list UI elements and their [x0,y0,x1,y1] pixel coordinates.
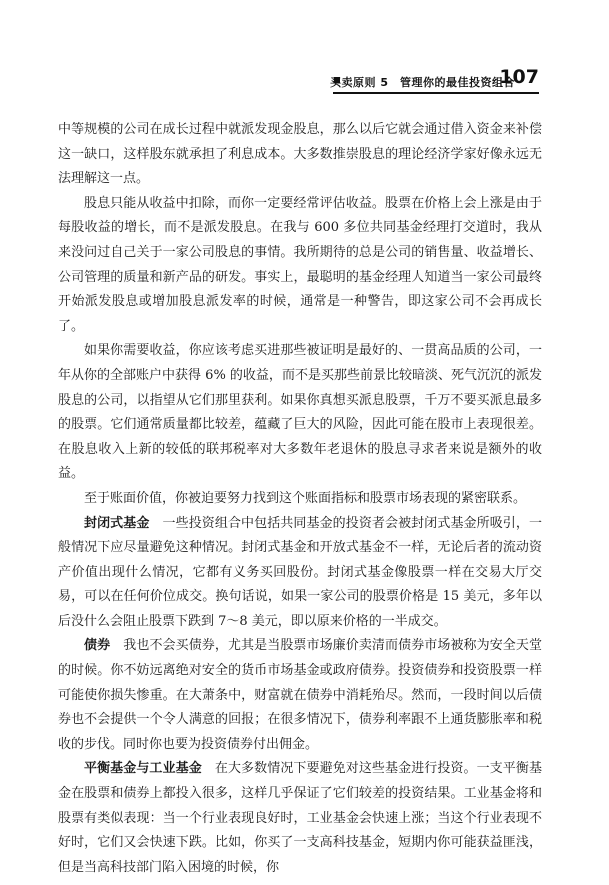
paragraph-text: 中等规模的公司在成长过程中就派发现金股息，那么以后它就会通过借入资金来补偿这一缺口，这样股东就承担了利息成本。大多数推崇股息的理论经济学家好像永远无法理解这一点。 [58,122,542,187]
paragraph [58,118,542,192]
paragraph [58,487,542,512]
paragraph-text: 在大多数情况下要避免对这些基金进行投资。一支平衡基金在股票和债券上都投入很多，这样几乎保证了它们较差的投资结果。工业基金将和股票有类似表现：当一个行业表现良好时，工业基金会快速上涨；当这个行业表现不好时，它们又会快速下跌。比如，你买了一支高科技基金，短期内你可能获益匪浅，但是当高科技部门陷入困境的时候，你 [58,761,542,875]
running-title: 买卖原则 5 管理你的最佳投资组合 [330,76,515,89]
section-term: 平衡基金与工业基金 [84,761,202,777]
paragraph-text: 如果你需要收益，你应该考虑买进那些被证明是最好的、一贯高品质的公司，一年从你的全部账户中获得 6% 的收益，而不是买那些前景比较暗淡、死气沉沉的派发股息的公司，以指望从它们那里获利。如果你真想买派息股票，千万不要买派息最多的股票。它们通常质量都比较差，蕴藏了巨大的风险，因此可能在股市上表现很差。在股息收入上新的较低的联邦税率对大多数年老退休的股息寻求者来说是额外的收益。 [58,343,542,482]
header-rule [333,92,539,94]
page-number: 107 [499,66,539,88]
paragraph-balanced-industry-funds [58,757,542,880]
paragraph-text: 股息只能从收益中扣除，而你一定要经常评估收益。股票在价格上会上涨是由于每股收益的增长，而不是派发股息。在我与 600 多位共同基金经理打交道时，我从来没问过自己关于一家公司股息的事情。我所期待的总是公司的销售量、收益增长、公司管理的质量和新产品的研发。事实上，最聪明的基金经理人知道当一家公司最终开始派发股息或增加股息派发率的时候，通常是一种警告，即这家公司不会再成长了。 [58,195,542,334]
paragraph [58,192,542,340]
running-header [0,68,609,98]
section-term: 债券 [84,638,111,654]
paragraph-closed-end-funds [58,512,542,635]
paragraph-text: 一些投资组合中包括共同基金的投资者会被封闭式基金所吸引，一般情况下应尽量避免这种情况。封闭式基金和开放式基金不一样，无论后者的流动资产价值出现什么情况，它都有义务买回股份。封闭式基金像股票一样在交易大厅交易，可以在任何价位成交。换句话说，如果一家公司的股票价格是 15 美元，多年以后没什么会阻止股票下跌到 7～8 美元，即以原来价格的一半成交。 [58,515,542,629]
body-text [58,118,542,880]
section-term: 封闭式基金 [84,515,150,531]
paragraph-text: 我也不会买债券，尤其是当股票市场廉价卖清而债券市场被称为安全天堂的时候。你不妨远离绝对安全的货币市场基金或政府债券。投资债券和投资股票一样可能使你损失惨重。在大萧条中，财富就在债券中消耗殆尽。然而，一段时间以后债券也不会提供一个令人满意的回报；在很多情况下，债券利率跟不上通货膨胀率和税收的步伐。同时你也要为投资债券付出佣金。 [58,638,542,752]
paragraph [58,339,542,487]
paragraph-text: 至于账面价值，你被迫要努力找到这个账面指标和股票市场表现的紧密联系。 [84,490,527,506]
paragraph-bonds [58,634,542,757]
